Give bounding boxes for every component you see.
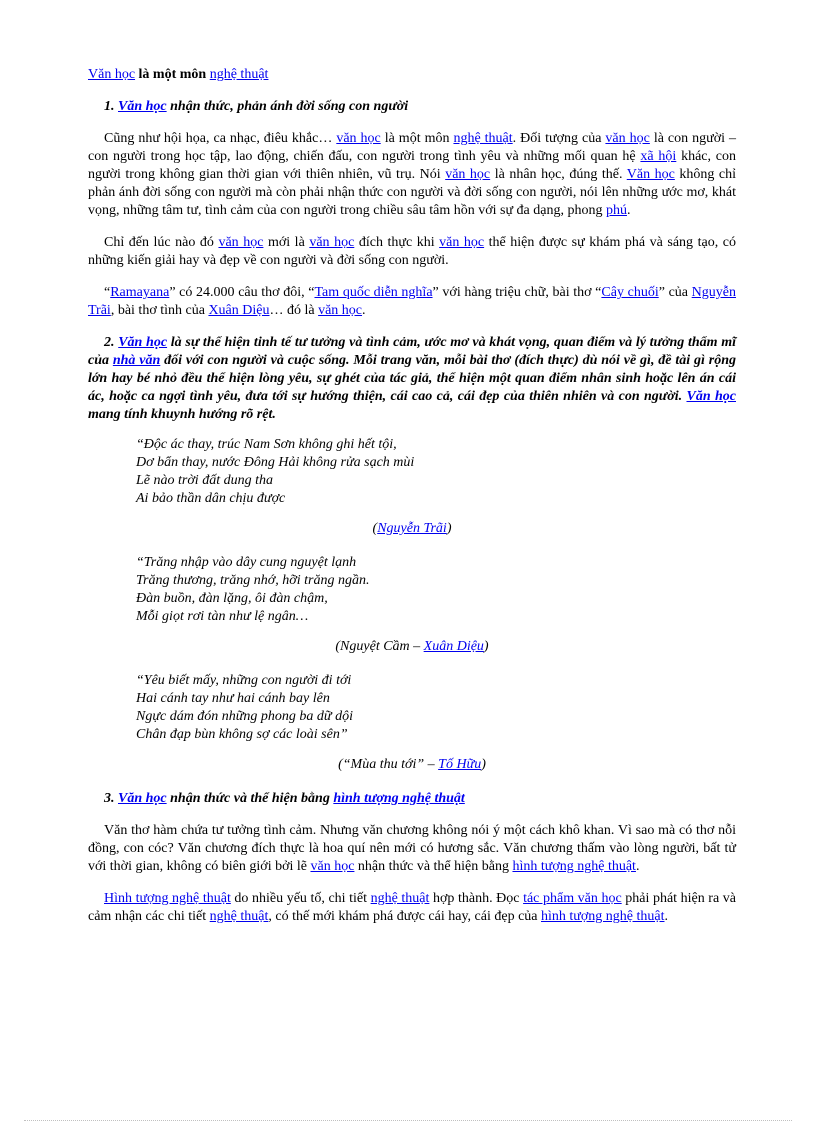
link-hinh-tuong-nghe-thuat[interactable]: Hình tượng nghệ thuật (104, 891, 231, 906)
link-ramayana[interactable]: Ramayana (110, 285, 170, 300)
link-tam-quoc-dien-nghia[interactable]: Tam quốc diễn nghĩa (314, 285, 433, 300)
link-xuan-dieu[interactable]: Xuân Diệu (423, 639, 484, 654)
poem-2-source: (Nguyệt Cầm – Xuân Diệu) (335, 639, 489, 654)
link-tac-pham-van-hoc[interactable]: tác phẩm văn học (523, 891, 622, 906)
section-heading-3: 3. Văn học nhận thức và thể hiện bằng hình tượng nghệ thuật (104, 791, 465, 806)
link-hinh-tuong-nghe-thuat[interactable]: hình tượng nghệ thuật (333, 791, 465, 806)
link-nguyen-trai[interactable]: Nguyễn Trãi (88, 285, 736, 318)
link-to-huu[interactable]: Tố Hữu (438, 757, 482, 772)
link-van-hoc[interactable]: văn học (439, 235, 485, 250)
link-nghe-thuat[interactable]: nghệ thuật (209, 67, 269, 82)
link-van-hoc[interactable]: Văn học (626, 167, 675, 182)
link-van-hoc[interactable]: văn học (310, 859, 355, 874)
link-van-hoc[interactable]: Văn học (118, 99, 167, 114)
poem-3-source: (“Mùa thu tới” – Tố Hữu) (338, 757, 486, 772)
link-van-hoc[interactable]: Văn học (686, 389, 736, 404)
page-bottom-divider (24, 1120, 792, 1121)
poem-2: “Trăng nhập vào dây cung nguyệt lạnh Trăng thương, trăng nhớ, hỡi trăng ngần. Đàn buồn, đàn lặng, ôi đàn chậm, Mỗi giọt rơi tàn như lệ ngân… (136, 555, 370, 624)
paragraph-5: Hình tượng nghệ thuật do nhiều yếu tố, chi tiết nghệ thuật hợp thành. Đọc tác phẩm văn học phải phát hiện ra và cảm nhận các chi tiết nghệ thuật, có thế mới khám phá được cái hay, cái đẹp của hình tượng nghệ thuật. (88, 891, 736, 924)
link-van-hoc[interactable]: văn học (445, 167, 491, 182)
link-van-hoc[interactable]: văn học (336, 131, 381, 146)
link-van-hoc[interactable]: văn học (309, 235, 355, 250)
paragraph-1: Cũng như hội họa, ca nhạc, điêu khắc… văn học là một môn nghệ thuật. Đối tượng của văn học là con người – con người trong học tập, lao động, chiến đấu, con người trong tình yêu và những mối quan hệ xã hội khác, con người trong không gian thời gian với thiên nhiên, vũ trụ. Nói văn học là nhân học, đúng thế. Văn học không chỉ phản ánh đời sống con người mà còn phải nhận thức con người và đời sống con người, nói lên những ước mơ, khát vọng, những tâm tư, tình cảm của con người trong chiều sâu tâm hồn với sự đa dạng, phong phú. (88, 131, 736, 218)
paragraph-2: Chỉ đến lúc nào đó văn học mới là văn học đích thực khi văn học thể hiện được sự khám phá và sáng tạo, có những kiến giải hay và đẹp về con người và đời sống con người. (88, 235, 736, 268)
poem-3: “Yêu biết mấy, những con người đi tới Hai cánh tay như hai cánh bay lên Ngực dám đón những phong ba dữ dội Chân đạp bùn không sợ các loài sên” (136, 673, 353, 742)
section-heading-2: 2. Văn học là sự thể hiện tinh tế tư tưởng và tình cảm, ước mơ và khát vọng, quan điểm và lý tưởng thẩm mĩ của nhà văn đối với con người và cuộc sống. Mỗi trang văn, mỗi bài thơ (đích thực) dù nói về gì, đề tài gì rộng lớn hay bé nhỏ đều thể hiện lòng yêu, sự ghét của tác giả, thể hiện một quan điểm nhân sinh hoặc lên án cái ác, hoặc ca ngợi tình yêu, đưa tới sự hướng thiện, cái cao cả, cái đẹp của thiên nhiên và con người. Văn học mang tính khuynh hướng rõ rệt. (88, 335, 737, 422)
link-phu[interactable]: phú (605, 203, 627, 218)
link-nguyen-trai[interactable]: Nguyễn Trãi (377, 521, 447, 536)
link-hinh-tuong-nghe-thuat[interactable]: hình tượng nghệ thuật (541, 909, 665, 924)
document-title: Văn học là một môn nghệ thuật (88, 67, 269, 82)
link-van-hoc[interactable]: văn học (318, 303, 363, 318)
link-nha-van[interactable]: nhà văn (112, 353, 161, 368)
link-van-hoc[interactable]: Văn học (118, 791, 167, 806)
link-hinh-tuong-nghe-thuat[interactable]: hình tượng nghệ thuật (512, 859, 636, 874)
document-body (88, 66, 736, 940)
link-nghe-thuat[interactable]: nghệ thuật (370, 891, 430, 906)
link-nghe-thuat[interactable]: nghệ thuật (209, 909, 269, 924)
paragraph-3: “Ramayana” có 24.000 câu thơ đôi, “Tam quốc diễn nghĩa” với hàng triệu chữ, bài thơ “Cây chuối” của Nguyễn Trãi, bài thơ tình của Xuân Diệu… đó là văn học. (88, 285, 736, 318)
link-van-hoc[interactable]: Văn học (118, 335, 168, 350)
link-cay-chuoi[interactable]: Cây chuối (601, 285, 659, 300)
poem-1-source: (Nguyễn Trãi) (372, 521, 452, 536)
section-heading-1: 1. Văn học nhận thức, phản ánh đời sống con người (104, 99, 409, 114)
link-van-hoc[interactable]: văn học (218, 235, 264, 250)
poem-1: “Độc ác thay, trúc Nam Sơn không ghi hết tội, Dơ bẩn thay, nước Đông Hải không rửa sạch mùi Lẽ nào trời đất dung tha Ai bảo thần dân chịu được (136, 437, 415, 506)
link-van-hoc[interactable]: Văn học (88, 67, 136, 82)
paragraph-4: Văn thơ hàm chứa tư tưởng tình cảm. Nhưng văn chương không nói ý một cách khô khan. Vì sao mà có thơ nỗi đồng, con cóc? Văn chương đích thực là hoa quí nên mới có hương sắc. Văn chương thấm vào lòng người, bất tử với thời gian, không có biên giới bởi lẽ văn học nhận thức và thể hiện bằng hình tượng nghệ thuật. (88, 823, 736, 874)
link-xuan-dieu[interactable]: Xuân Diệu (208, 303, 270, 318)
link-xa-hoi[interactable]: xã hội (640, 149, 677, 164)
link-van-hoc[interactable]: văn học (605, 131, 650, 146)
link-nghe-thuat[interactable]: nghệ thuật (453, 131, 513, 146)
